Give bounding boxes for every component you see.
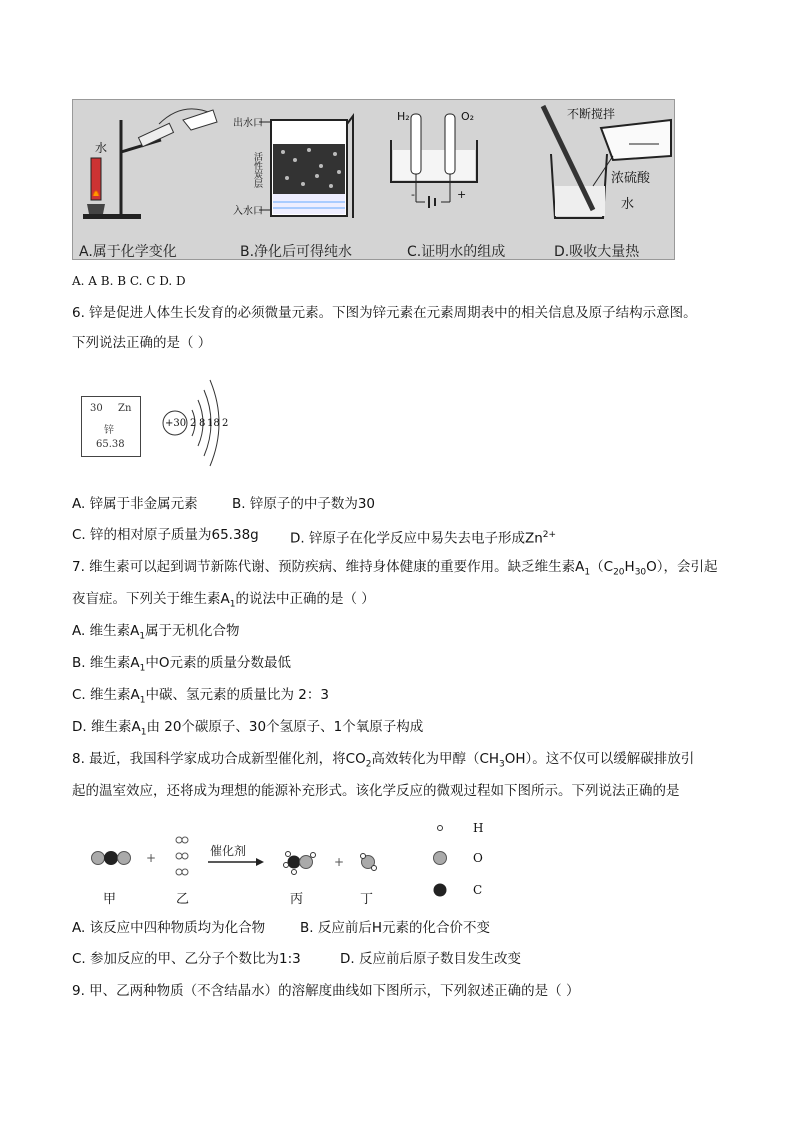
- q7-b1: B. 维生素A: [72, 655, 140, 671]
- legend: [434, 826, 447, 897]
- q8-option-a: A. 该反应中四种物质均为化合物: [72, 920, 266, 936]
- atomic-mass: 65.38: [96, 439, 125, 450]
- plus-2: +: [334, 855, 345, 869]
- shell-3: 18: [207, 418, 220, 429]
- caption-c: C.证明水的组成: [407, 244, 506, 260]
- zn-periodic-cell: [81, 396, 141, 457]
- q5-options: A. A B. B C. C D. D: [72, 274, 186, 288]
- q7-d2: 1: [140, 727, 147, 738]
- caption-d: D.吸收大量热: [554, 244, 640, 260]
- label-minus: -: [411, 188, 415, 201]
- shell-1: 2: [190, 418, 197, 429]
- q7-c1: C. 维生素A: [72, 687, 140, 703]
- legend-o-marker: [434, 852, 447, 865]
- shell-2: 8: [199, 418, 206, 429]
- q7-c2: 1: [139, 695, 146, 706]
- q7-s2a: 夜盲症。下列关于维生素A: [72, 591, 230, 607]
- label-carbon: 活性炭层: [252, 152, 262, 188]
- q7-c3: 中碳、氢元素的质量比为 2：3: [145, 687, 329, 703]
- q7-s1b: 1: [584, 567, 591, 578]
- q6-option-b: B. 锌原子的中子数为30: [232, 496, 376, 512]
- q8-option-d: D. 反应前后原子数目发生改变: [340, 951, 521, 967]
- q8-option-c: C. 参加反应的甲、乙分子个数比为1:3: [72, 951, 301, 967]
- q7-stem-line1: [72, 558, 718, 582]
- q5-experiment-figure: [72, 99, 675, 260]
- q6-option-d-text: D. 锌原子在化学反应中易失去电子形成Zn: [290, 530, 543, 547]
- molecule-yi: [176, 837, 188, 875]
- q7-a2: 1: [139, 631, 146, 642]
- shell-4: 2: [222, 418, 229, 429]
- caption-a: A.属于化学变化: [79, 244, 177, 260]
- q7-s1d: 20: [613, 567, 625, 578]
- label-outlet: 出水口: [233, 118, 263, 129]
- legend-o: O: [473, 851, 483, 865]
- molecule-jia: [92, 851, 131, 865]
- q9-stem: 9. 甲、乙两种物质（不含结晶水）的溶解度曲线如下图所示，下列叙述正确的是（ ）: [72, 983, 580, 999]
- apparatus-d-dilution: [543, 106, 671, 218]
- label-plus: +: [457, 188, 467, 201]
- q8-stem-line1: [72, 750, 694, 774]
- q8-s1e: OH）。这不仅可以缓解碳排放引: [504, 751, 695, 767]
- label-h2: H₂: [397, 110, 410, 123]
- legend-c: C: [473, 883, 483, 897]
- legend-c-marker: [434, 884, 447, 897]
- label-o2: O₂: [461, 110, 475, 123]
- molecule-ding: [361, 854, 377, 871]
- name-jia: 甲: [103, 892, 117, 907]
- caption-b: B.净化后可得纯水: [240, 244, 353, 260]
- q7-d1: D. 维生素A: [72, 719, 141, 735]
- plus-1: +: [146, 851, 157, 865]
- q7-option-b: [72, 654, 291, 678]
- name-ding: 丁: [360, 892, 374, 907]
- atomic-number: 30: [90, 403, 103, 414]
- q7-option-a: [72, 622, 240, 646]
- q8-s1c: 高效转化为甲醇（CH: [371, 751, 500, 767]
- catalyst-label: 催化剂: [210, 844, 247, 858]
- q6-stem-line2: 下列说法正确的是（ ）: [72, 335, 212, 351]
- q6-option-c: C. 锌的相对原子质量为65.38g: [72, 527, 259, 543]
- q6-option-d-sup: 2+: [542, 530, 557, 540]
- q7-s1a: 7. 维生素可以起到调节新陈代谢、预防疾病、维持身体健康的重要作用。缺乏维生素A: [72, 559, 585, 575]
- q8-option-b: B. 反应前后H元素的化合价不变: [300, 920, 490, 936]
- name-bing: 丙: [290, 892, 304, 907]
- legend-h: H: [473, 821, 484, 835]
- q8-stem-line2: 起的温室效应，还将成为理想的能源补充形式。该化学反应的微观过程如下图所示。下列说法正确的是: [72, 783, 680, 799]
- q7-d3: 由 20个碳原子、30个氢原子、1个氧原子构成: [146, 719, 424, 735]
- q7-a3: 属于无机化合物: [145, 623, 240, 639]
- label-stir: 不断搅拌: [567, 107, 616, 121]
- molecule-bing: [284, 852, 316, 875]
- apparatus-b-filter: [259, 116, 353, 218]
- q8-s1a: 8. 最近，我国科学家成功合成新型催化剂，将CO: [72, 751, 366, 767]
- q7-b3: 中O元素的质量分数最低: [145, 655, 291, 671]
- q7-s1f: 30: [634, 567, 647, 578]
- label-inlet: 入水口: [233, 206, 263, 217]
- q7-s1e: H: [624, 559, 635, 575]
- apparatus-a-heating: [83, 109, 217, 219]
- q8-s1d: 3: [499, 759, 505, 770]
- label-water: 水: [95, 141, 108, 155]
- element-symbol: Zn: [118, 403, 132, 414]
- label-acid: 浓硫酸: [611, 171, 651, 186]
- element-name: 锌: [104, 425, 114, 436]
- q6-stem-line1: 6. 锌是促进人体生长发育的必须微量元素。下图为锌元素在元素周期表中的相关信息及原子结构示意图。: [72, 305, 697, 321]
- q7-option-d: [72, 718, 423, 742]
- q7-a1: A. 维生素A: [72, 623, 140, 639]
- q6-option-a: A. 锌属于非金属元素: [72, 496, 198, 512]
- q7-s2b: 1: [229, 599, 236, 610]
- nucleus-charge: +30: [165, 418, 187, 429]
- q8-s1b: 2: [365, 759, 372, 770]
- q7-s2c: 的说法中正确的是（ ）: [235, 591, 375, 607]
- q6-option-d: [290, 526, 556, 548]
- q7-option-c: [72, 686, 329, 710]
- q7-s1c: （C: [590, 559, 614, 575]
- label-water2: 水: [621, 197, 635, 212]
- q5-experiment-drawings: [73, 100, 674, 259]
- q7-b2: 1: [139, 663, 146, 674]
- legend-h-marker: [438, 826, 443, 831]
- name-yi: 乙: [176, 892, 190, 907]
- q7-s1g: O），会引起: [646, 559, 718, 575]
- q7-stem-line2: [72, 590, 375, 614]
